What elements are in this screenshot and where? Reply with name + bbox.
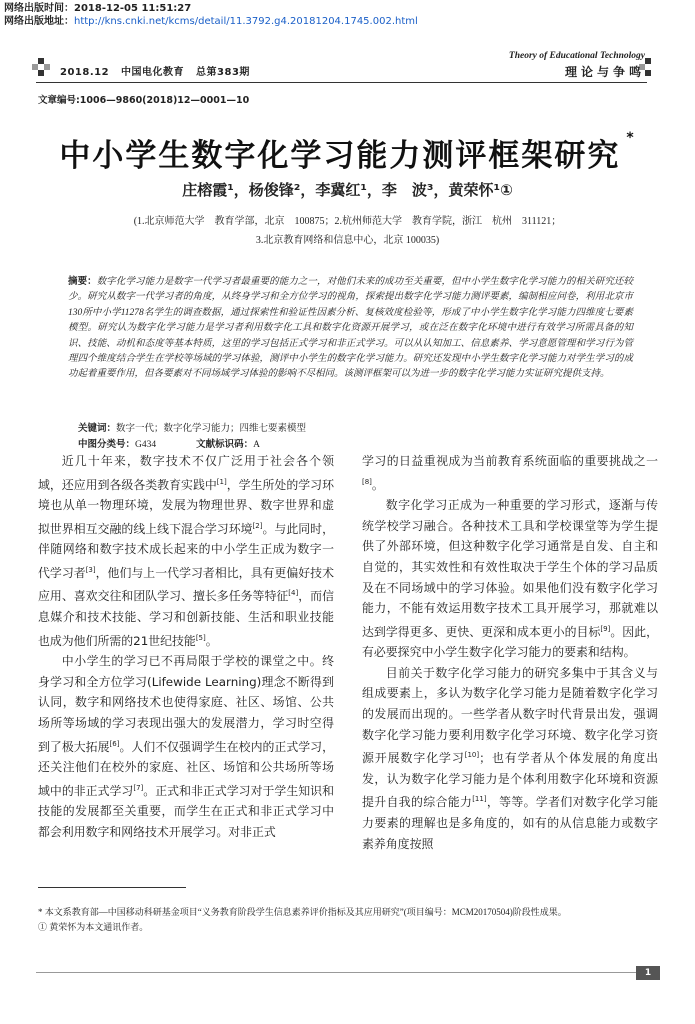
- page-number: 1: [636, 966, 660, 980]
- doc-code-value: A: [253, 440, 261, 450]
- abstract-label: 摘要：: [68, 276, 97, 287]
- citation-ref[interactable]: [1]: [216, 477, 227, 486]
- citation-ref[interactable]: [6]: [109, 739, 120, 748]
- keywords-text: 数字一代；数字化学习能力；四维七要素模型: [116, 424, 307, 434]
- publish-url: [4, 15, 418, 28]
- paragraph: 数字化学习正成为一种重要的学习形式，逐渐与传统学校学习融合。各种技术工具和学校课堂等为学生提供了外部环境，但这种数字化学习通常是自发、自主和自觉的，其实效性和有效性取决于学生个体的学习品质及在不同场域中的学习体验。如果他们没有数字化学习能力，不能有效运用数字技术工具开展学习，那就难以达到学得更多、更快、更深和成本更小的目标[9]。因此，有必要探究中小学生数字化学习能力的要素和结构。: [362, 498, 658, 660]
- citation-ref[interactable]: [9]: [600, 624, 611, 633]
- column-title-en: Theory of Educational Technology: [508, 51, 645, 61]
- paragraph: 近几十年来，数字技术不仅广泛用于社会各个领域，还应用到各级各类教育实践中[1]，学生所处的学习环境也从单一物理环境，发展为物理世界、数字世界和虚拟世界相互交融的线上线下混合学习环境[2]。与此同时，伴随网络和数字技术成长起来的中小学生正成为数字一代学习者[3]，他们与上一代学习者相比，具有更偏好技术应用、喜欢交往和团队学习、擅长多任务等特征[4]，而信息媒介和技术技能、学习和创新技能、生活和职业技能也成为他们所需的21世纪技能[5]。: [38, 454, 334, 648]
- body-column-left: [38, 451, 334, 842]
- title-footnote-mark: *: [626, 130, 636, 146]
- decor-square: [645, 58, 651, 64]
- citation-ref[interactable]: [8]: [362, 477, 372, 486]
- title-text: 中小学生数字化学习能力测评框架研究: [59, 138, 621, 174]
- keywords: [78, 420, 306, 434]
- publish-url-link[interactable]: http://kns.cnki.net/kcms/detail/11.3792.g4.20181204.1745.002.html: [74, 16, 418, 27]
- abstract-text: 数字化学习能力是数字一代学习者最重要的能力之一，对他们未来的成功至关重要，但中小学生数字化学习能力的相关研究还较少。研究从数字一代学习者的角度，从终身学习和全方位学习的视角，探索提出数字化学习能力测评要素，编制相应问卷，利用北京市130所中小学11278名学生的调查数据，通过探索性和验证性因素分析、复核效度检验等，形成了中小学生数字化学习能力四维度七要素模型。研究认为数字化学习能力是学习者利用数字化工具和数字化资源开展学习，或在泛在数字化环境中进行有效学习所需具备的知识、技能、动机和态度等基本特质，这里的学习包括正式学习和非正式学习。可以从认知加工、信息素养、学习意愿管理和学习行为管理四个维度结合学生在学校等场域的学习体验，测评中小学生的数字化学习能力。研究还发现中小学生数字化学习能力对学生学习的成功起着重要作用，但各要素对不同场域学习体验的影响不尽相同。该测评框架可以为进一步的数字化学习能力实证研究提供支持。: [68, 277, 633, 380]
- citation-ref[interactable]: [5]: [195, 633, 206, 642]
- author-list: 庄榕霞¹，杨俊锋²，李冀红¹，李 波³，黄荣怀¹①: [182, 181, 513, 199]
- decor-square: [32, 64, 38, 70]
- paragraph: 中小学生的学习已不再局限于学校的课堂之中。终身学习和全方位学习(Lifewide Learning)理念不断得到认同，数字和网络技术也使得家庭、社区、场馆、公共场所等场域的学习表现出强大的发展潜力，学习时空得到了极大拓展[6]。人们不仅强调学生在校内的正式学习，还关注他们在校外的家庭、社区、场馆和公共场所等场域中的非正式学习[7]。正式和非正式学习对于学生知识和技能的发展都至关重要，而学生在正式和非正式学习中都会利用数字和网络技术开展学习。对非正式: [38, 654, 334, 839]
- footnote-funding: * 本文系教育部—中国移动科研基金项目“义务教育阶段学生信息素养评价指标及其应用研究”(项目编号：MCM20170504)阶段性成果。: [38, 907, 567, 917]
- classification-label: 中图分类号：: [78, 439, 136, 450]
- keywords-label: 关键词：: [78, 423, 117, 434]
- page-title: [0, 130, 695, 175]
- citation-ref[interactable]: [11]: [472, 795, 487, 804]
- citation-ref[interactable]: [3]: [85, 565, 96, 574]
- citation-ref[interactable]: [2]: [252, 521, 263, 530]
- column-title-cn: 理论与争鸣: [564, 65, 645, 79]
- paragraph: 目前关于数字化学习能力的研究多集中于其含义与组成要素上，多认为数字化学习能力是随着数字化学习的发展而出现的。一些学者从数字时代背景出发，强调数字化学习能力要利用数字化学习环境、数字化学习资源开展数字化学习[10]；也有学者从个体发展的角度出发，认为数字化学习能力是个体利用数字化环境和资源提升自我的综合能力[11]，等等。学者们对数字化学习能力要素的理解也是多角度的，如有的从信息能力或数字素养角度按照: [362, 665, 658, 851]
- decor-square: [44, 64, 50, 70]
- paragraph: 学习的日益重视成为当前教育系统面临的重要挑战之一[8]。: [362, 454, 658, 492]
- publish-time-value: 2018-12-05 11:51:27: [74, 3, 192, 14]
- footnote-rule: [38, 887, 186, 888]
- publish-time-label: 网络出版时间：: [4, 3, 74, 14]
- publish-time: [4, 2, 191, 15]
- publish-url-label: 网络出版地址：: [4, 16, 74, 27]
- journal-issue: 2018.12: [60, 67, 110, 78]
- body-column-right: [362, 451, 658, 854]
- citation-ref[interactable]: [7]: [133, 783, 144, 792]
- journal-total: 总第383期: [196, 67, 250, 78]
- footer-rule: [36, 972, 636, 973]
- citation-ref[interactable]: [10]: [464, 751, 480, 760]
- journal-header: [60, 63, 262, 78]
- affiliation-line: (1.北京师范大学 教育学部，北京 100875；2.杭州师范大学 教育学院，浙江 杭州 311121；: [133, 216, 562, 227]
- affiliation-line: 3.北京教育网络和信息中心，北京 100035): [255, 235, 440, 246]
- decor-square: [38, 70, 44, 76]
- citation-ref[interactable]: [4]: [288, 589, 299, 598]
- classification-value: G434: [135, 440, 157, 450]
- footnote-correspondence: ① 黄荣怀为本文通讯作者。: [38, 922, 149, 932]
- classification: [78, 436, 260, 450]
- article-number: 文章编号:1006—9860(2018)12—0001—10: [38, 95, 250, 106]
- abstract: [68, 274, 633, 383]
- decor-square: [645, 70, 651, 76]
- journal-name: 中国电化教育: [121, 67, 185, 78]
- doc-code-label: 文献标识码：: [196, 439, 254, 450]
- header-rule: [36, 82, 647, 83]
